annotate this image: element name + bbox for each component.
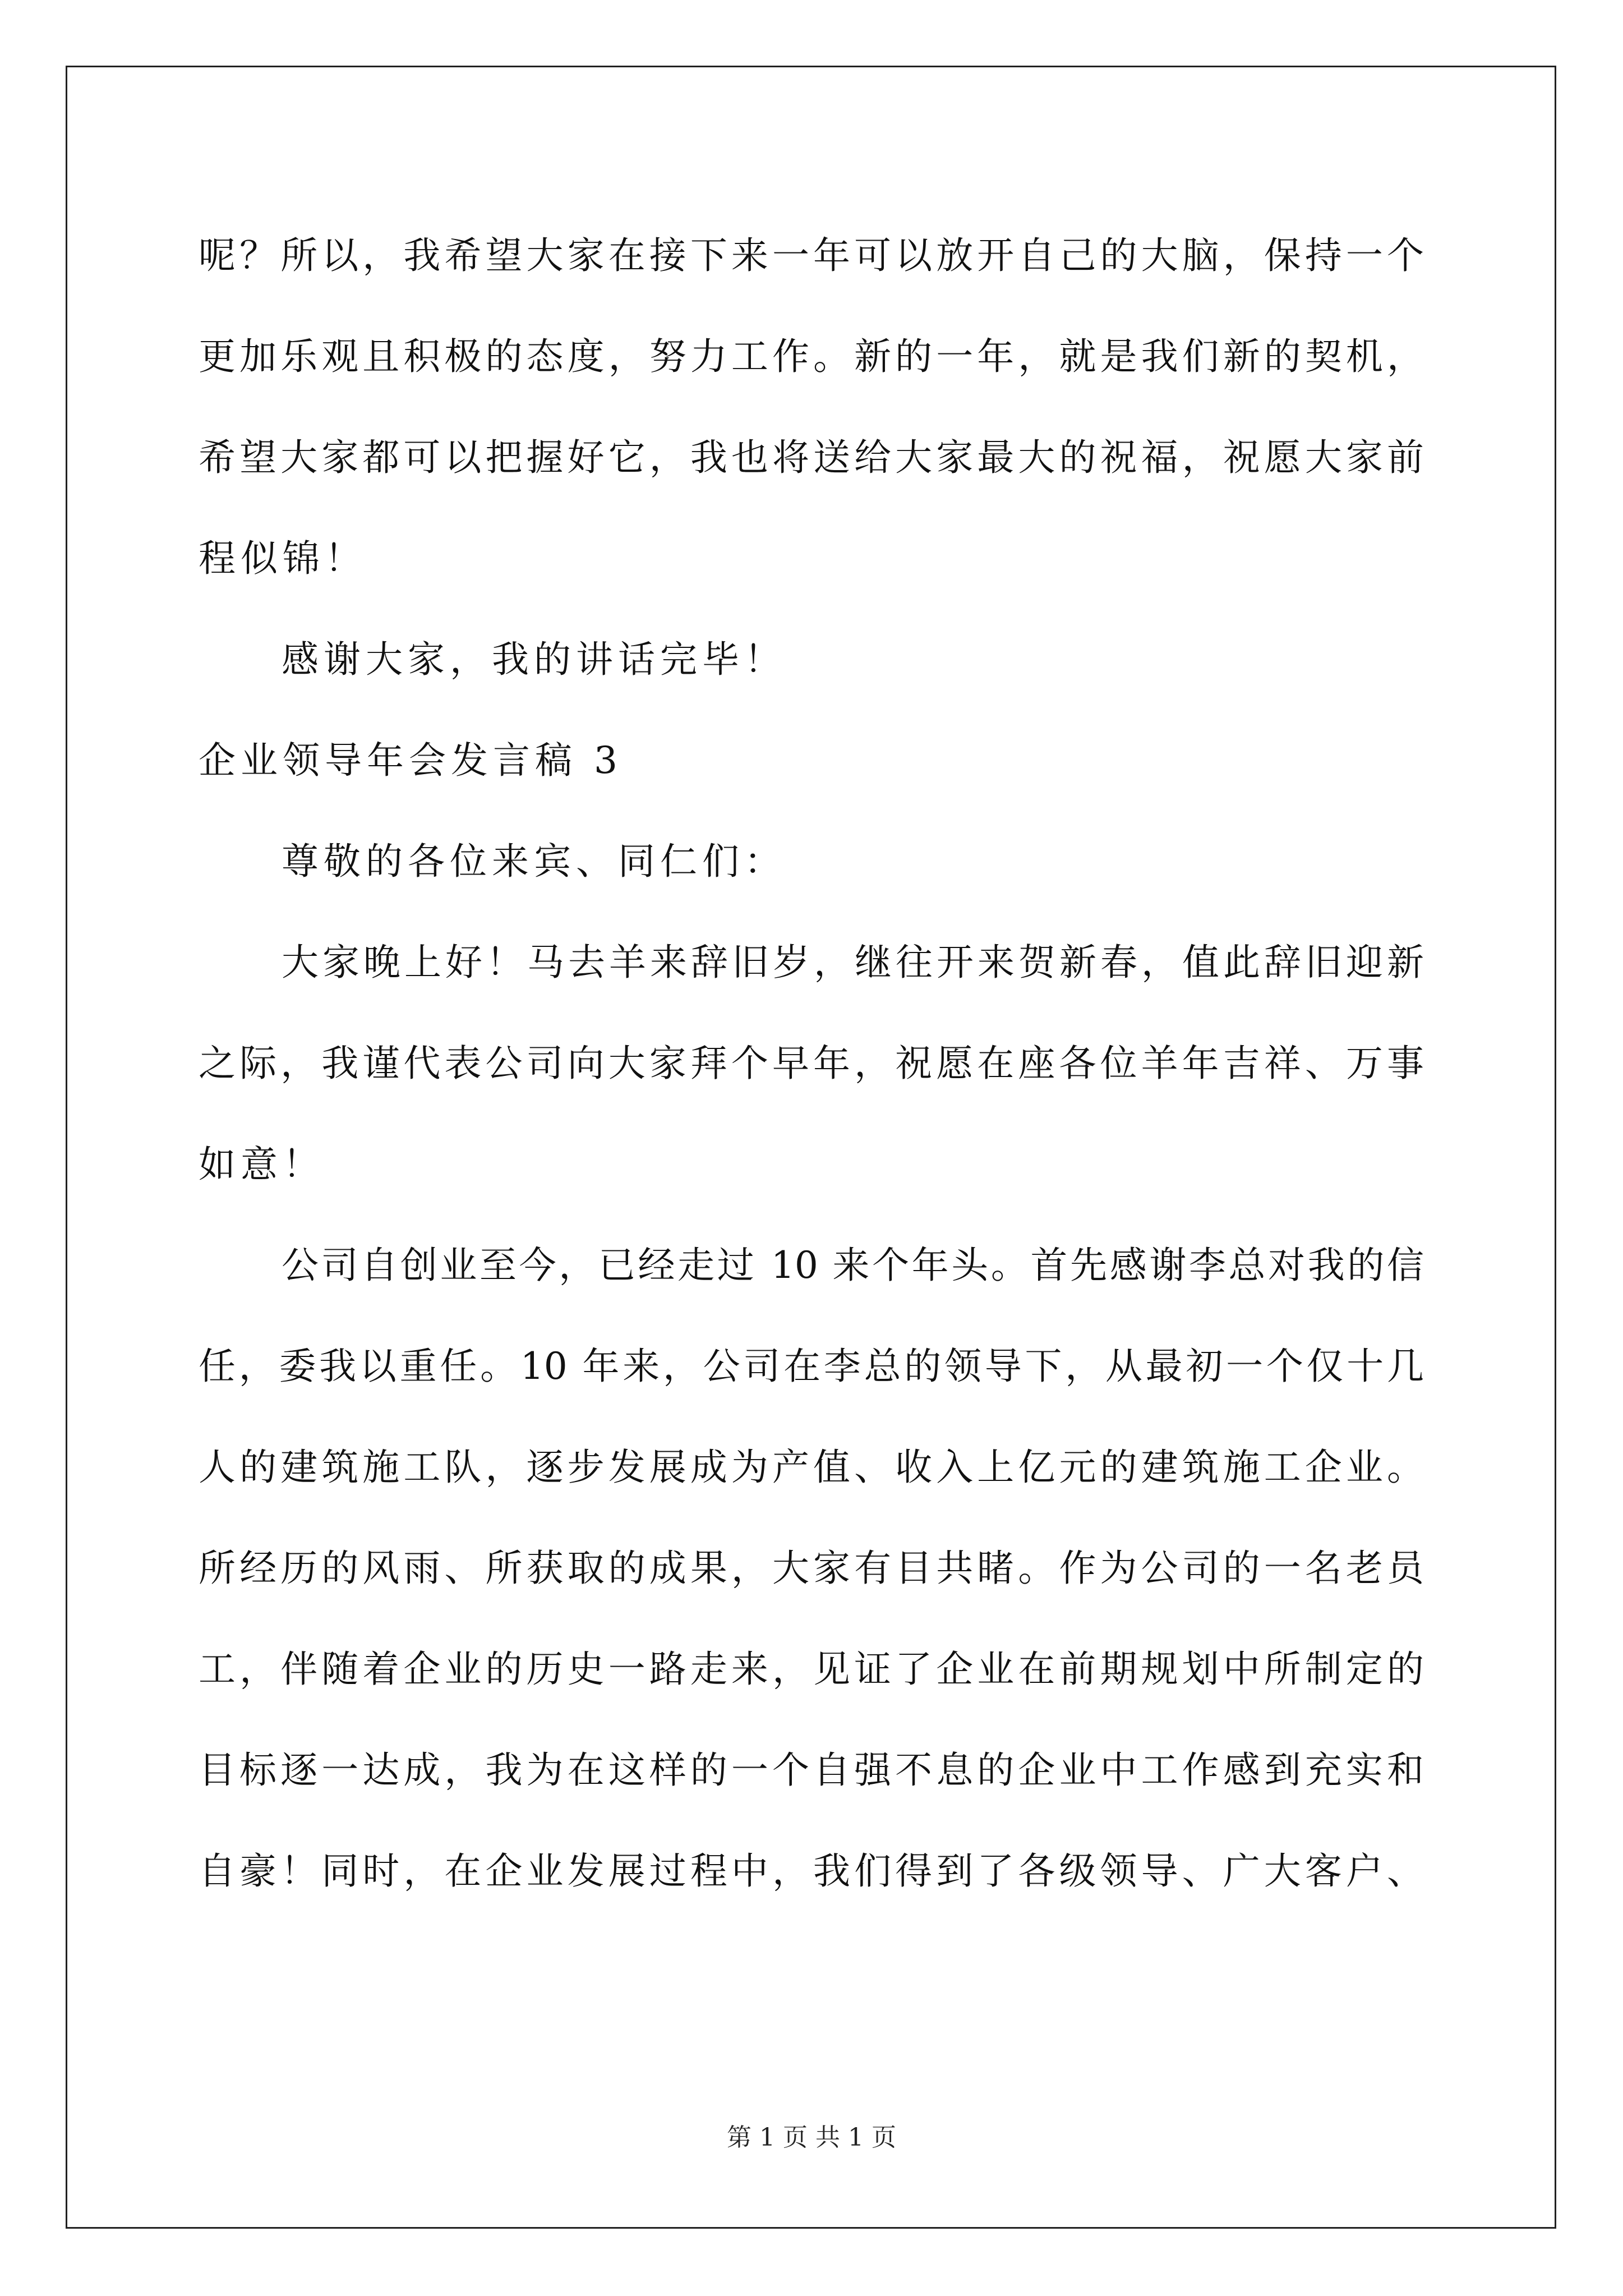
section-heading: 企业领导年会发言稿 3 (199, 739, 623, 782)
text-line: 自豪！同时，在企业发展过程中，我们得到了各级领导、广大客户、 (199, 1849, 1424, 1893)
text-line: 人的建筑施工队，逐步发展成为产值、收入上亿元的建筑施工企业。 (199, 1446, 1424, 1489)
text-line: 感谢大家，我的讲话完毕！ (282, 638, 786, 681)
text-line: 尊敬的各位来宾、同仁们： (282, 840, 786, 883)
text-line: 希望大家都可以把握好它，我也将送给大家最大的祝福，祝愿大家前 (199, 436, 1424, 479)
text-line: 大家晚上好！马去羊来辞旧岁，继往开来贺新春，值此辞旧迎新 (282, 941, 1424, 984)
text-line: 目标逐一达成，我为在这样的一个自强不息的企业中工作感到充实和 (199, 1749, 1424, 1792)
text-line: 任，委我以重任。10 年来，公司在李总的领导下，从最初一个仅十几 (199, 1345, 1424, 1388)
text-line: 程似锦！ (199, 537, 367, 580)
text-line: 呢？所以，我希望大家在接下来一年可以放开自己的大脑，保持一个 (199, 234, 1424, 277)
text-line: 所经历的风雨、所获取的成果，大家有目共睹。作为公司的一名老员 (199, 1547, 1424, 1590)
text-line: 如意！ (199, 1143, 325, 1186)
text-line: 公司自创业至今，已经走过 10 来个年头。首先感谢李总对我的信 (282, 1244, 1424, 1287)
text-line: 之际，我谨代表公司向大家拜个早年，祝愿在座各位羊年吉祥、万事 (199, 1042, 1424, 1085)
document-body (199, 205, 1424, 1922)
text-line: 更加乐观且积极的态度，努力工作。新的一年，就是我们新的契机， (199, 335, 1424, 378)
page-footer: 第 1 页 共 1 页 (727, 2123, 896, 2152)
text-line: 工，伴随着企业的历史一路走来，见证了企业在前期规划中所制定的 (199, 1648, 1424, 1691)
